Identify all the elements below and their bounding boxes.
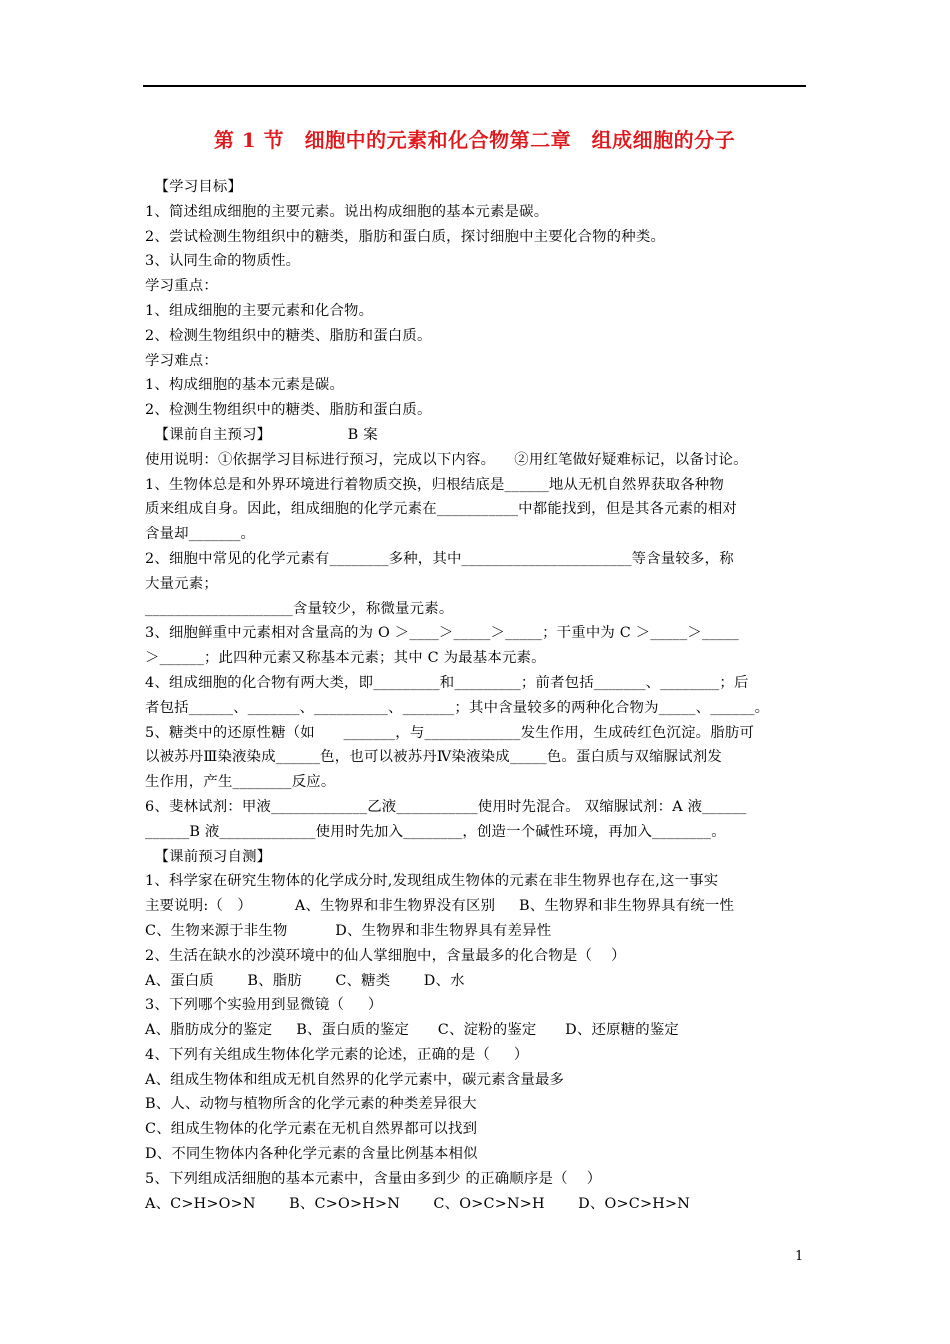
text-line: A、脂肪成分的鉴定 B、蛋白质的鉴定 C、淀粉的鉴定 D、还原糖的鉴定 xyxy=(145,1022,680,1039)
text-line: 5、下列组成活细胞的基本元素中，含量由多到少 的正确顺序是（ ） xyxy=(145,1170,602,1187)
text-line: 1、科学家在研究生物体的化学成分时,发现组成生物体的元素在非生物界也存在,这一事实 xyxy=(145,873,719,890)
text-line: 4、下列有关组成生物体化学元素的论述，正确的是（ ） xyxy=(145,1046,529,1063)
header-rule xyxy=(143,85,806,87)
text-line: 生作用，产生________反应。 xyxy=(145,774,336,791)
text-line: 2、尝试检测生物组织中的糖类，脂肪和蛋白质，探讨细胞中主要化合物的种类。 xyxy=(145,228,666,245)
page-title: 第 1 节 细胞中的元素和化合物第二章 组成细胞的分子 xyxy=(213,128,736,152)
document-body xyxy=(145,175,813,1216)
text-line: 【学习目标】 xyxy=(145,179,243,195)
text-line: 4、组成细胞的化合物有两大类，即_________和_________；前者包括_______、________；后 xyxy=(145,674,749,691)
text-line: 2、检测生物组织中的糖类、脂肪和蛋白质。 xyxy=(145,327,432,344)
text-line: 6、斐林试剂：甲液_____________乙液___________使用时先混合。 双缩脲试剂：A 液______ xyxy=(145,798,747,815)
text-line: 学习重点： xyxy=(145,278,218,295)
text-line: 3、下列哪个实验用到显微镜（ ） xyxy=(145,997,383,1014)
text-line: 含量却_______。 xyxy=(145,526,256,543)
text-line: 大量元素； xyxy=(145,575,218,592)
text-line: A、C>H>O>N B、C>O>H>N C、O>C>N>H D、O>C>H>N xyxy=(145,1195,691,1212)
text-line: 2、检测生物组织中的糖类、脂肪和蛋白质。 xyxy=(145,402,432,419)
text-line: ______B 液_____________使用时先加入________，创造一个碱性环境，再加入________。 xyxy=(145,823,726,840)
text-line: 1、简述组成细胞的主要元素。说出构成细胞的基本元素是碳。 xyxy=(145,203,549,220)
text-line: A、蛋白质 B、脂肪 C、糖类 D、水 xyxy=(145,972,465,989)
text-line: 【课前预习自测】 xyxy=(145,848,272,865)
text-line: C、生物来源于非生物 D、生物界和非生物界具有差异性 xyxy=(145,922,552,939)
text-line: 3、认同生命的物质性。 xyxy=(145,253,301,270)
text-line: B、人、动物与植物所含的化学元素的种类差异很大 xyxy=(145,1096,477,1113)
text-line: 1、生物体总是和外界环境进行着物质交换，归根结底是______地从无机自然界获取各种物 xyxy=(145,476,724,493)
text-line: D、不同生物体内各种化学元素的含量比例基本相似 xyxy=(145,1146,478,1163)
text-line: 学习难点： xyxy=(145,352,218,369)
text-line: ____________________含量较少，称微量元素。 xyxy=(145,600,454,617)
text-line: 1、构成细胞的基本元素是碳。 xyxy=(145,377,345,394)
text-line: 2、细胞中常见的化学元素有________多种，其中_______________________等含量较多，称 xyxy=(145,550,734,567)
text-line: 5、糖类中的还原性糖（如 _______，与_____________发生作用，生成砖红色沉淀。脂肪可 xyxy=(145,724,755,741)
text-line: 【课前自主预习】 B 案 xyxy=(145,426,378,443)
text-line: A、组成生物体和组成无机自然界的化学元素中，碳元素含量最多 xyxy=(145,1071,565,1088)
text-line: 主要说明:（ ） A、生物界和非生物界没有区别 B、生物界和非生物界具有统一性 xyxy=(145,898,735,915)
text-line: 1、组成细胞的主要元素和化合物。 xyxy=(145,302,374,319)
text-line: 者包括______、_______、__________、_______；其中含量较多的两种化合物为_____、______。 xyxy=(145,699,770,716)
text-line: C、组成生物体的化学元素在无机自然界都可以找到 xyxy=(145,1121,478,1138)
page-number: 1 xyxy=(795,1249,804,1264)
text-line: 质来组成自身。因此，组成细胞的化学元素在___________中都能找到，但是其各元素的相对 xyxy=(145,501,738,518)
text-line: ＞______；此四种元素又称基本元素；其中 C 为最基本元素。 xyxy=(145,650,546,667)
text-line: 3、细胞鲜重中元素相对含量高的为 O ＞____＞_____＞_____；干重中为 C ＞_____＞_____ xyxy=(145,625,739,642)
text-line: 使用说明：①依据学习目标进行预习，完成以下内容。 ②用红笔做好疑难标记，以备讨论。 xyxy=(145,451,748,468)
text-line: 2、生活在缺水的沙漠环境中的仙人掌细胞中，含量最多的化合物是（ ） xyxy=(145,947,626,964)
text-line: 以被苏丹Ⅲ染液染成______色，也可以被苏丹Ⅳ染液染成_____色。蛋白质与双缩脲试剂发 xyxy=(145,749,722,766)
